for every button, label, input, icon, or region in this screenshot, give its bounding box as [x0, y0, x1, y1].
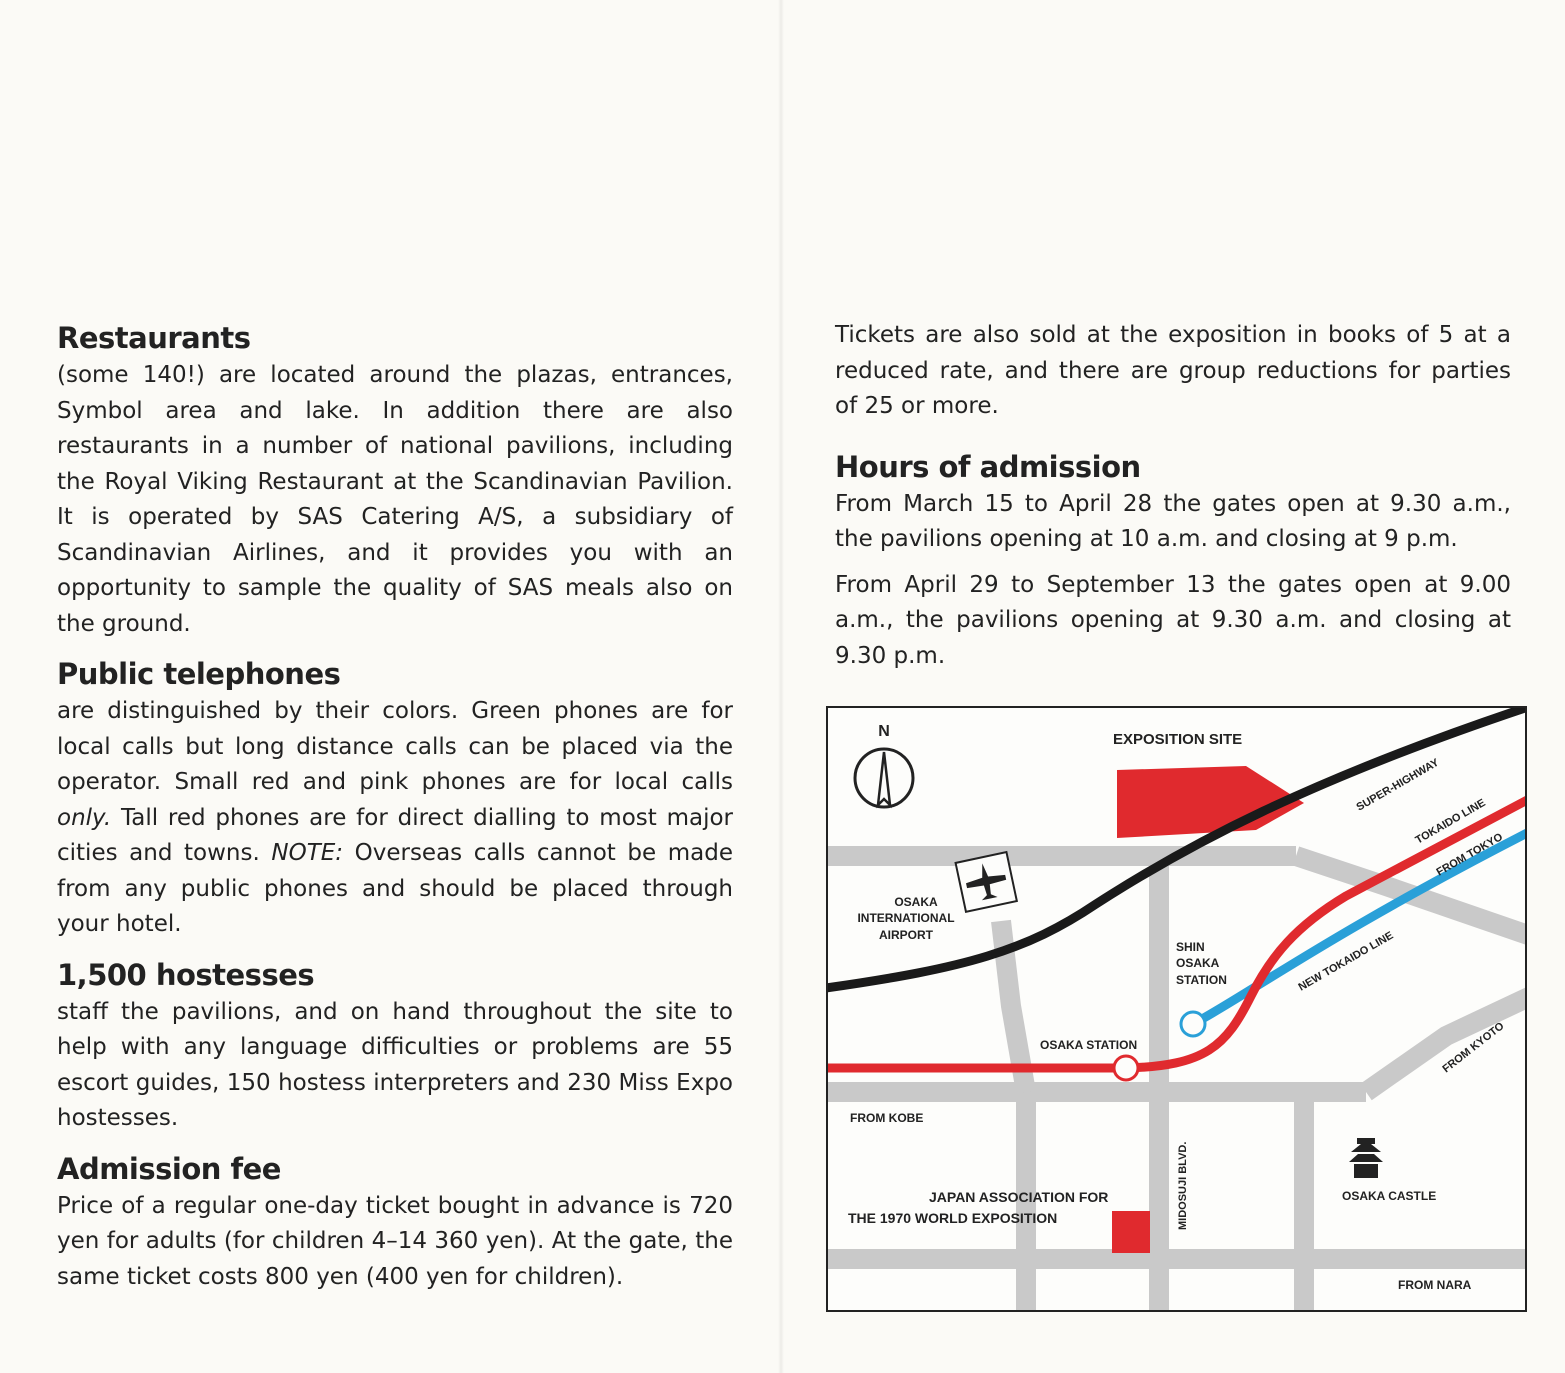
telephones-section	[57, 654, 733, 943]
restaurants-heading: Restaurants	[57, 321, 251, 355]
japan-association-label-line2: THE 1970 WORLD EXPOSITION	[848, 1210, 1058, 1226]
right-column	[835, 318, 1511, 686]
airport-label-line3: AIRPORT	[879, 928, 933, 942]
left-column	[57, 318, 733, 1307]
from-tokyo-label: FROM TOKYO	[1434, 831, 1505, 879]
hours-heading: Hours of admission	[835, 449, 1141, 484]
japan-association-label-line1: JAPAN ASSOCIATION FOR	[929, 1189, 1109, 1205]
telephones-heading: Public telephones	[57, 657, 341, 691]
telephones-text-part-1: are distinguished by their colors. Green phones are for local calls but long distance calls can be placed via the operator. Small red and pink phones are for local calls	[57, 698, 733, 795]
japan-association-marker	[1112, 1211, 1150, 1253]
restaurants-section	[57, 318, 733, 642]
exposition-site-label: EXPOSITION SITE	[1113, 731, 1243, 748]
airplane-icon	[956, 852, 1017, 912]
osaka-castle-label: OSAKA CASTLE	[1342, 1189, 1437, 1203]
shin-osaka-station-marker	[1181, 1012, 1205, 1036]
from-kyoto-label: FROM KYOTO	[1440, 1020, 1507, 1076]
shin-osaka-label-line2: OSAKA	[1176, 956, 1220, 970]
from-nara-label: FROM NARA	[1398, 1278, 1472, 1292]
admission-fee-text: Price of a regular one-day ticket bought in advance is 720 yen for adults (for children 4–14 360 yen). At the gate, the same ticket costs 800 yen (400 yen for children).	[57, 1192, 733, 1290]
tokaido-line-label: TOKAIDO LINE	[1413, 796, 1488, 847]
new-tokaido-line-label: NEW TOKAIDO LINE	[1296, 929, 1396, 994]
shin-osaka-label-line3: STATION	[1176, 973, 1227, 987]
restaurants-text: (some 140!) are located around the plazas, entrances, Symbol area and lake. In addition there are also restaurants in a number of national pavilions, including the Royal Viking Restaurant at the Scandinavian Pavilion. It is operated by SAS Catering A/S, a subsidiary of Scandinavian Airlines, and it provides you with an opportunity to sample the quality of SAS meals also on the ground.	[57, 362, 733, 637]
tickets-text: Tickets are also sold at the exposition in books of 5 at a reduced rate, and there are group reductions for parties of 25 or more.	[835, 322, 1511, 419]
expo-map	[826, 706, 1527, 1312]
osaka-station-marker	[1114, 1056, 1138, 1080]
telephones-only: only.	[57, 804, 112, 831]
super-highway-label: SUPER-HIGHWAY	[1354, 756, 1442, 814]
airport-label-line2: INTERNATIONAL	[857, 911, 955, 925]
hours-text-1: From March 15 to April 28 the gates open at 9.30 a.m., the pavilions opening at 10 a.m. and closing at 9 p.m.	[835, 490, 1511, 552]
tickets-section	[835, 318, 1511, 425]
admission-fee-section	[57, 1149, 733, 1296]
telephones-note: NOTE:	[271, 840, 344, 866]
airport-label-line1: OSAKA	[894, 895, 938, 909]
shin-osaka-label-line1: SHIN	[1176, 940, 1205, 954]
hostesses-heading: 1,500 hostesses	[57, 957, 315, 992]
page-fold	[778, 0, 784, 1373]
telephones-text	[57, 694, 733, 943]
midosuji-label: MIDOSUJI BLVD.	[1177, 1141, 1189, 1230]
telephones-text-part-3: Overseas calls cannot be made from any public phones and should be placed through your hotel.	[57, 840, 733, 937]
telephones-text-part-2: Tall red phones are for direct dialling to most major cities and towns.	[57, 804, 733, 866]
north-label: N	[878, 723, 890, 740]
expo-map-svg	[826, 706, 1527, 1312]
hostesses-section	[57, 955, 733, 1137]
hostesses-text: staff the pavilions, and on hand throughout the site to help with any language difficulties or problems are 55 escort guides, 150 hostess interpreters and 230 Miss Expo hostesses.	[57, 998, 733, 1131]
hours-section	[835, 447, 1511, 675]
hours-text-2: From April 29 to September 13 the gates open at 9.00 a.m., the pavilions opening at 9.30 a.m. and closing at 9.30 p.m.	[835, 571, 1511, 669]
osaka-station-label: OSAKA STATION	[1040, 1038, 1138, 1052]
admission-fee-heading: Admission fee	[57, 1151, 281, 1186]
from-kobe-label: FROM KOBE	[850, 1111, 924, 1125]
